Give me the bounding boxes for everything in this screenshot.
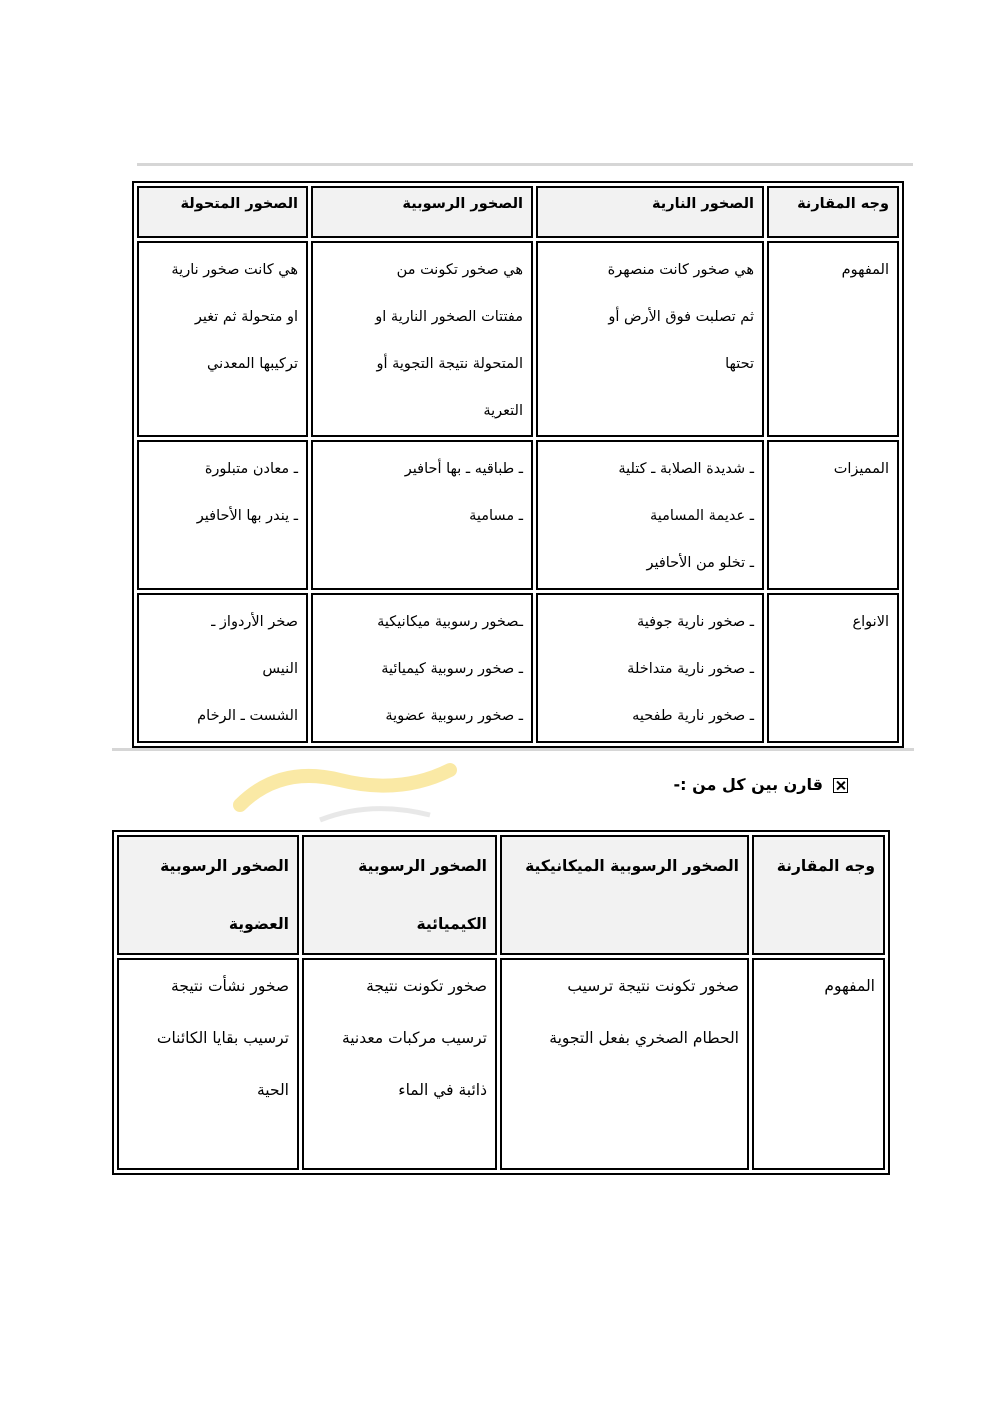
header-mechanical-sedimentary: الصخور الرسوبية الميكانيكية bbox=[500, 835, 749, 955]
table-row-concept bbox=[137, 241, 899, 437]
row-label: المميزات bbox=[767, 440, 899, 590]
cell-sedimentary: هي صخور تكونت من مفتتات الصخور النارية او المتحولة نتيجة التجوية أو التعرية bbox=[311, 241, 533, 437]
header-comparison-aspect: وجه المقارنة bbox=[767, 186, 899, 238]
cell-igneous: ـ صخور نارية جوفية ـ صخور نارية متداخلة ـ صخور نارية طفحيه bbox=[536, 593, 764, 743]
row-label: المفهوم bbox=[767, 241, 899, 437]
cell-sedimentary: ـ طباقيه ـ بها أحافير ـ مسامية bbox=[311, 440, 533, 590]
sedimentary-rocks-table bbox=[112, 830, 890, 1175]
row-label: المفهوم bbox=[752, 958, 885, 1170]
middle-divider bbox=[112, 748, 914, 751]
header-metamorphic-rocks: الصخور المتحولة bbox=[137, 186, 308, 238]
header-chemical-sedimentary: الصخور الرسوبية الكيميائية bbox=[302, 835, 497, 955]
watermark-logo bbox=[200, 760, 530, 840]
cell-metamorphic: صخر الأردواز ـ النيس الشست ـ الرخام bbox=[137, 593, 308, 743]
cell-sedimentary: ـصخور رسوبية ميكانيكية ـ صخور رسوبية كيميائية ـ صخور رسوبية عضوية bbox=[311, 593, 533, 743]
cell-organic: صخور نشأت نتيجة ترسيب بقايا الكائنات الحية bbox=[117, 958, 299, 1170]
rock-types-table bbox=[132, 181, 904, 748]
header-organic-sedimentary: الصخور الرسوبية العضوية bbox=[117, 835, 299, 955]
top-divider bbox=[137, 163, 913, 166]
header-comparison-aspect: وجه المقارنة bbox=[752, 835, 885, 955]
cell-metamorphic: هي كانت صخور نارية او متحولة ثم تغير تركيبها المعدني bbox=[137, 241, 308, 437]
cell-igneous: ـ شديدة الصلابة ـ كتلية ـ عديمة المسامية ـ تخلو من الأحافير bbox=[536, 440, 764, 590]
cell-mechanical: صخور تكونت نتيجة ترسيب الحطام الصخري بفعل التجوية bbox=[500, 958, 749, 1170]
cell-chemical: صخور تكونت نتيجة ترسيب مركبات معدنية ذائبة في الماء bbox=[302, 958, 497, 1170]
table-row-types bbox=[137, 593, 899, 743]
row-label: الانواع bbox=[767, 593, 899, 743]
checkbox-icon bbox=[833, 778, 848, 793]
header-igneous-rocks: الصخور النارية bbox=[536, 186, 764, 238]
compare-heading: قارن بين كل من :- bbox=[640, 775, 848, 794]
header-sedimentary-rocks: الصخور الرسوبية bbox=[311, 186, 533, 238]
cell-metamorphic: ـ معادن متبلورة ـ يندر بها الأحافير bbox=[137, 440, 308, 590]
table-row-concept bbox=[117, 958, 885, 1170]
table-header-row bbox=[117, 835, 885, 955]
cell-igneous: هي صخور كانت منصهرة ثم تصلبت فوق الأرض أو تحتها bbox=[536, 241, 764, 437]
table-header-row bbox=[137, 186, 899, 238]
table-row-features bbox=[137, 440, 899, 590]
